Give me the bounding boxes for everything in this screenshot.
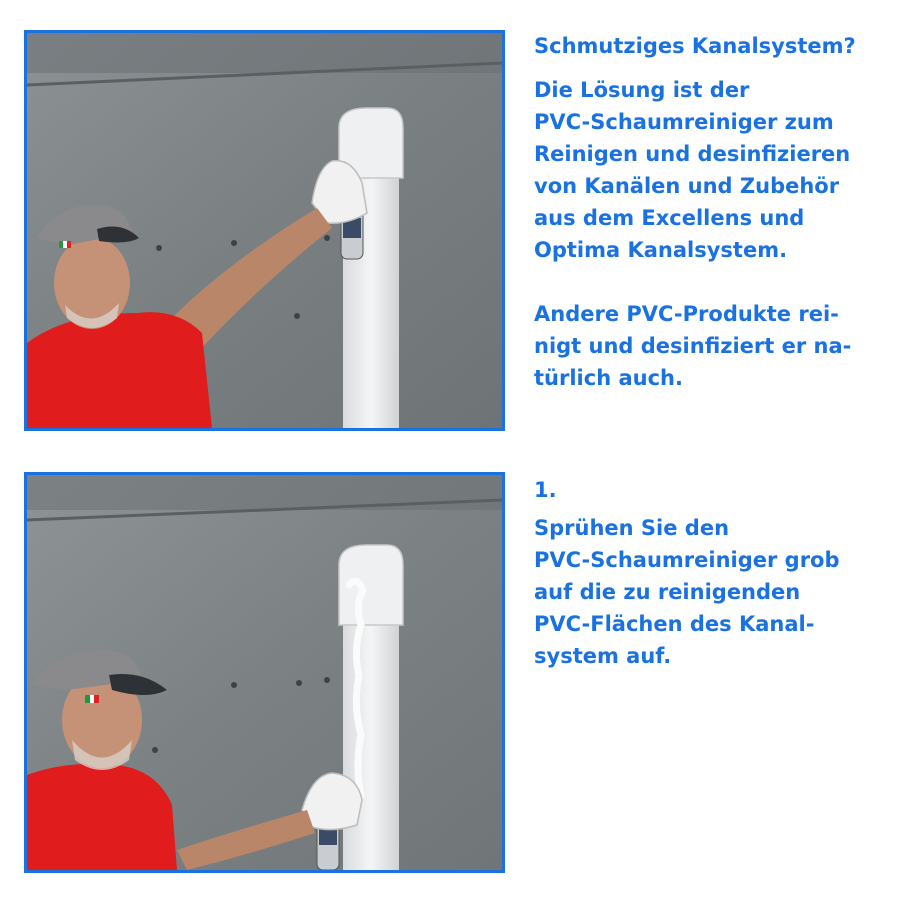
intro-paragraph — [534, 74, 884, 266]
intro-line: aus dem Excellens und — [534, 206, 805, 230]
wall-bolt — [156, 245, 162, 251]
wall-bolt — [294, 313, 300, 319]
photo-foam-applied-illustration — [27, 475, 502, 870]
wall-bolt — [231, 240, 237, 246]
step-line: Sprühen Sie den — [534, 516, 730, 540]
step-line: PVC-Flächen des Kanal- — [534, 612, 815, 636]
step-paragraph — [534, 512, 884, 672]
step-number-text: 1. — [534, 478, 557, 502]
step-line: system auf. — [534, 644, 672, 668]
note-paragraph — [534, 298, 884, 394]
photo-spraying-duct-illustration — [27, 33, 502, 428]
wall-top-band — [27, 475, 502, 510]
pvc-duct — [343, 615, 399, 870]
intro-line: PVC-Schaumreiniger zum — [534, 110, 834, 134]
red-shirt — [27, 312, 212, 428]
photo-bottom — [24, 472, 505, 873]
intro-line: von Kanälen und Zubehör — [534, 174, 840, 198]
wall-bolt — [324, 677, 330, 683]
intro-line: Optima Kanalsystem. — [534, 238, 788, 262]
head — [54, 237, 130, 329]
note-line: türlich auch. — [534, 366, 683, 390]
note-line: nigt und desinfiziert er na- — [534, 334, 852, 358]
wall-bolt — [324, 235, 330, 241]
wall-bolt — [152, 747, 158, 753]
step-line: PVC-Schaumreiniger grob — [534, 548, 840, 572]
heading — [534, 30, 884, 62]
step-line: auf die zu reinigenden — [534, 580, 801, 604]
intro-line: Reinigen und desinfizieren — [534, 142, 851, 166]
photo-top — [24, 30, 505, 431]
intro-line: Die Lösung ist der — [534, 78, 750, 102]
step-number — [534, 474, 884, 506]
heading-text: Schmutziges Kanalsystem? — [534, 34, 856, 58]
wall-bolt — [231, 682, 237, 688]
wall-bolt — [296, 680, 302, 686]
note-line: Andere PVC-Produkte rei- — [534, 302, 839, 326]
